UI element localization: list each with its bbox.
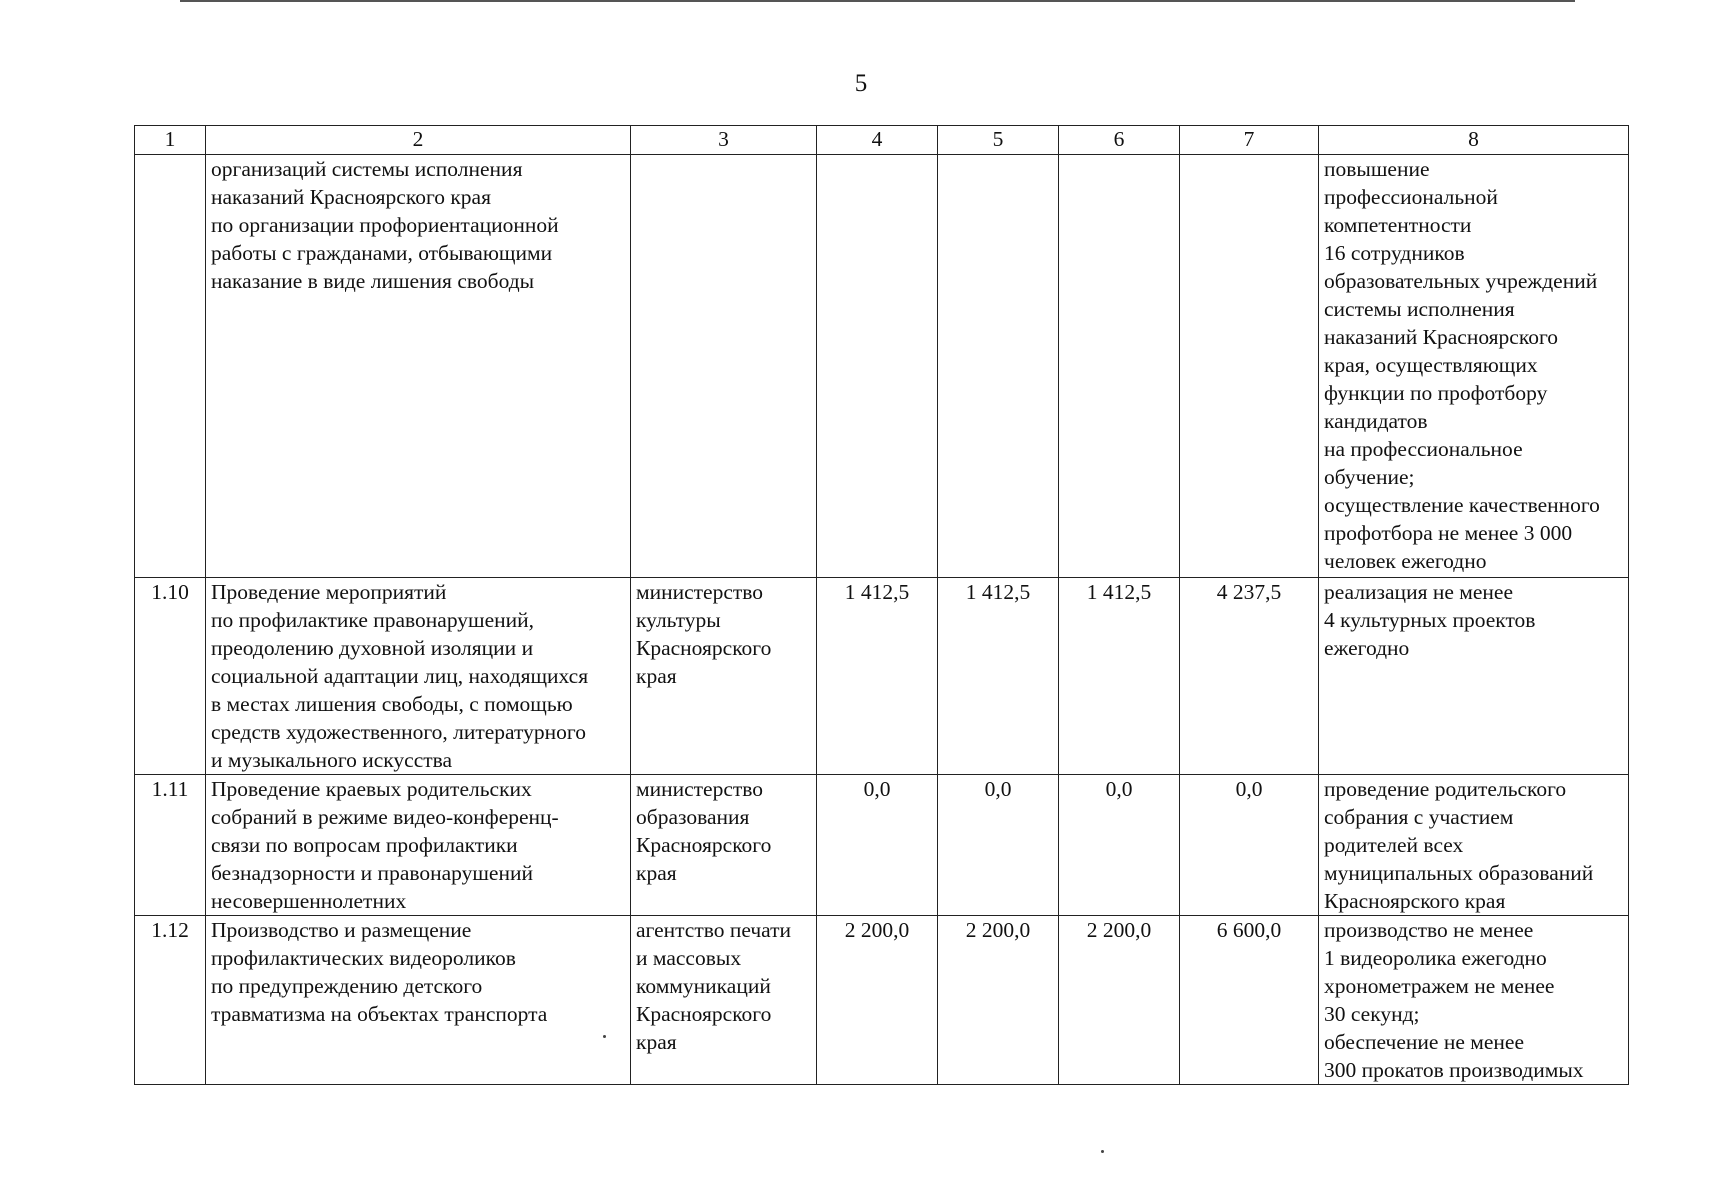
text-line: 1 видеоролика ежегодно	[1324, 946, 1547, 970]
text-line: наказание в виде лишения свободы	[211, 269, 535, 293]
text-line: родителей всех	[1324, 833, 1464, 857]
text-line: и музыкального искусства	[211, 748, 453, 772]
value-col-6	[1059, 155, 1180, 578]
text-line: наказаний Красноярского	[1324, 325, 1558, 349]
value-col-5: 1 412,5	[938, 578, 1059, 775]
text-line: хронометражем не менее	[1324, 974, 1555, 998]
text-line: по организации профориентационной	[211, 213, 559, 237]
text-line: 300 прокатов производимых	[1324, 1058, 1584, 1082]
expected-result	[1319, 775, 1629, 916]
text-line: края	[636, 861, 677, 885]
page-number: 5	[854, 70, 868, 97]
table-row	[135, 155, 1629, 578]
text-line: травматизма на объектах транспорта	[211, 1002, 548, 1026]
column-number-row	[135, 126, 1629, 155]
text-line: Красноярского	[636, 1002, 772, 1026]
text-line: в местах лишения свободы, с помощью	[211, 692, 573, 716]
column-header-1: 1	[135, 126, 206, 155]
text-line: проведение родительского	[1324, 777, 1567, 801]
text-line: 16 сотрудников	[1324, 241, 1465, 265]
text-line: обеспечение не менее	[1324, 1030, 1524, 1054]
value-col-7: 4 237,5	[1180, 578, 1319, 775]
text-line: кандидатов	[1324, 409, 1428, 433]
executor-cell	[631, 916, 817, 1085]
value-col-4: 1 412,5	[817, 578, 938, 775]
value-col-7: 6 600,0	[1180, 916, 1319, 1085]
table-row	[135, 775, 1629, 916]
column-header-3: 3	[631, 126, 817, 155]
text-line: Красноярского	[636, 636, 772, 660]
value-col-7: 0,0	[1180, 775, 1319, 916]
executor-cell	[631, 155, 817, 578]
text-line: Проведение краевых родительских	[211, 777, 532, 801]
column-header-2: 2	[206, 126, 631, 155]
text-line: компетентности	[1324, 213, 1472, 237]
text-line: 4 культурных проектов	[1324, 608, 1536, 632]
text-line: края	[636, 1030, 677, 1054]
measures-table	[134, 125, 1629, 1085]
text-line: преодолению духовной изоляции и	[211, 636, 534, 660]
text-line: агентство печати	[636, 918, 792, 942]
value-col-5	[938, 155, 1059, 578]
row-number: 1.11	[135, 775, 206, 916]
text-line: культуры	[636, 608, 721, 632]
text-line: наказаний Красноярского края	[211, 185, 491, 209]
text-line: министерство	[636, 777, 764, 801]
text-line: Проведение мероприятий	[211, 580, 447, 604]
value-col-6: 0,0	[1059, 775, 1180, 916]
value-col-4: 2 200,0	[817, 916, 938, 1085]
text-line: края, осуществляющих	[1324, 353, 1538, 377]
column-header-6: 6	[1059, 126, 1180, 155]
row-number	[135, 155, 206, 578]
text-line: безнадзорности и правонарушений	[211, 861, 533, 885]
text-line: профессиональной	[1324, 185, 1498, 209]
text-line: министерство	[636, 580, 764, 604]
text-line: профотбора не менее 3 000	[1324, 521, 1573, 545]
expected-result	[1319, 916, 1629, 1085]
text-line: функции по профотбору	[1324, 381, 1548, 405]
text-line: образования	[636, 805, 750, 829]
text-line: Красноярского края	[1324, 889, 1506, 913]
executor-cell	[631, 775, 817, 916]
text-line: осуществление качественного	[1324, 493, 1600, 517]
table-row	[135, 578, 1629, 775]
text-line: социальной адаптации лиц, находящихся	[211, 664, 589, 688]
text-line: производство не менее	[1324, 918, 1534, 942]
text-line: системы исполнения	[1324, 297, 1515, 321]
text-line: средств художественного, литературного	[211, 720, 586, 744]
value-col-6: 2 200,0	[1059, 916, 1180, 1085]
value-col-5: 2 200,0	[938, 916, 1059, 1085]
scan-speck	[603, 1035, 606, 1038]
value-col-4	[817, 155, 938, 578]
text-line: связи по вопросам профилактики	[211, 833, 518, 857]
expected-result	[1319, 578, 1629, 775]
column-header-4: 4	[817, 126, 938, 155]
text-line: 30 секунд;	[1324, 1002, 1420, 1026]
measure-description	[206, 775, 631, 916]
top-edge-rule	[180, 0, 1575, 2]
executor-cell	[631, 578, 817, 775]
text-line: собраний в режиме видео-конференц-	[211, 805, 559, 829]
expected-result	[1319, 155, 1629, 578]
text-line: и массовых	[636, 946, 742, 970]
value-col-5: 0,0	[938, 775, 1059, 916]
row-number: 1.12	[135, 916, 206, 1085]
text-line: муниципальных образований	[1324, 861, 1594, 885]
text-line: коммуникаций	[636, 974, 771, 998]
text-line: профилактических видеороликов	[211, 946, 516, 970]
column-header-8: 8	[1319, 126, 1629, 155]
text-line: ежегодно	[1324, 636, 1410, 660]
column-header-7: 7	[1180, 126, 1319, 155]
column-header-5: 5	[938, 126, 1059, 155]
table-row	[135, 916, 1629, 1085]
value-col-4: 0,0	[817, 775, 938, 916]
measure-description	[206, 578, 631, 775]
value-col-7	[1180, 155, 1319, 578]
value-col-6: 1 412,5	[1059, 578, 1180, 775]
text-line: по профилактике правонарушений,	[211, 608, 535, 632]
text-line: человек ежегодно	[1324, 549, 1487, 573]
text-line: несовершеннолетних	[211, 889, 407, 913]
text-line: работы с гражданами, отбывающими	[211, 241, 553, 265]
text-line: организаций системы исполнения	[211, 157, 523, 181]
text-line: Красноярского	[636, 833, 772, 857]
text-line: Производство и размещение	[211, 918, 472, 942]
text-line: реализация не менее	[1324, 580, 1513, 604]
measure-description	[206, 155, 631, 578]
text-line: повышение	[1324, 157, 1430, 181]
text-line: обучение;	[1324, 465, 1415, 489]
text-line: края	[636, 664, 677, 688]
text-line: по предупреждению детского	[211, 974, 483, 998]
measure-description	[206, 916, 631, 1085]
row-number: 1.10	[135, 578, 206, 775]
text-line: на профессиональное	[1324, 437, 1523, 461]
text-line: образовательных учреждений	[1324, 269, 1598, 293]
text-line: собрания с участием	[1324, 805, 1514, 829]
scan-speck	[1101, 1150, 1104, 1153]
